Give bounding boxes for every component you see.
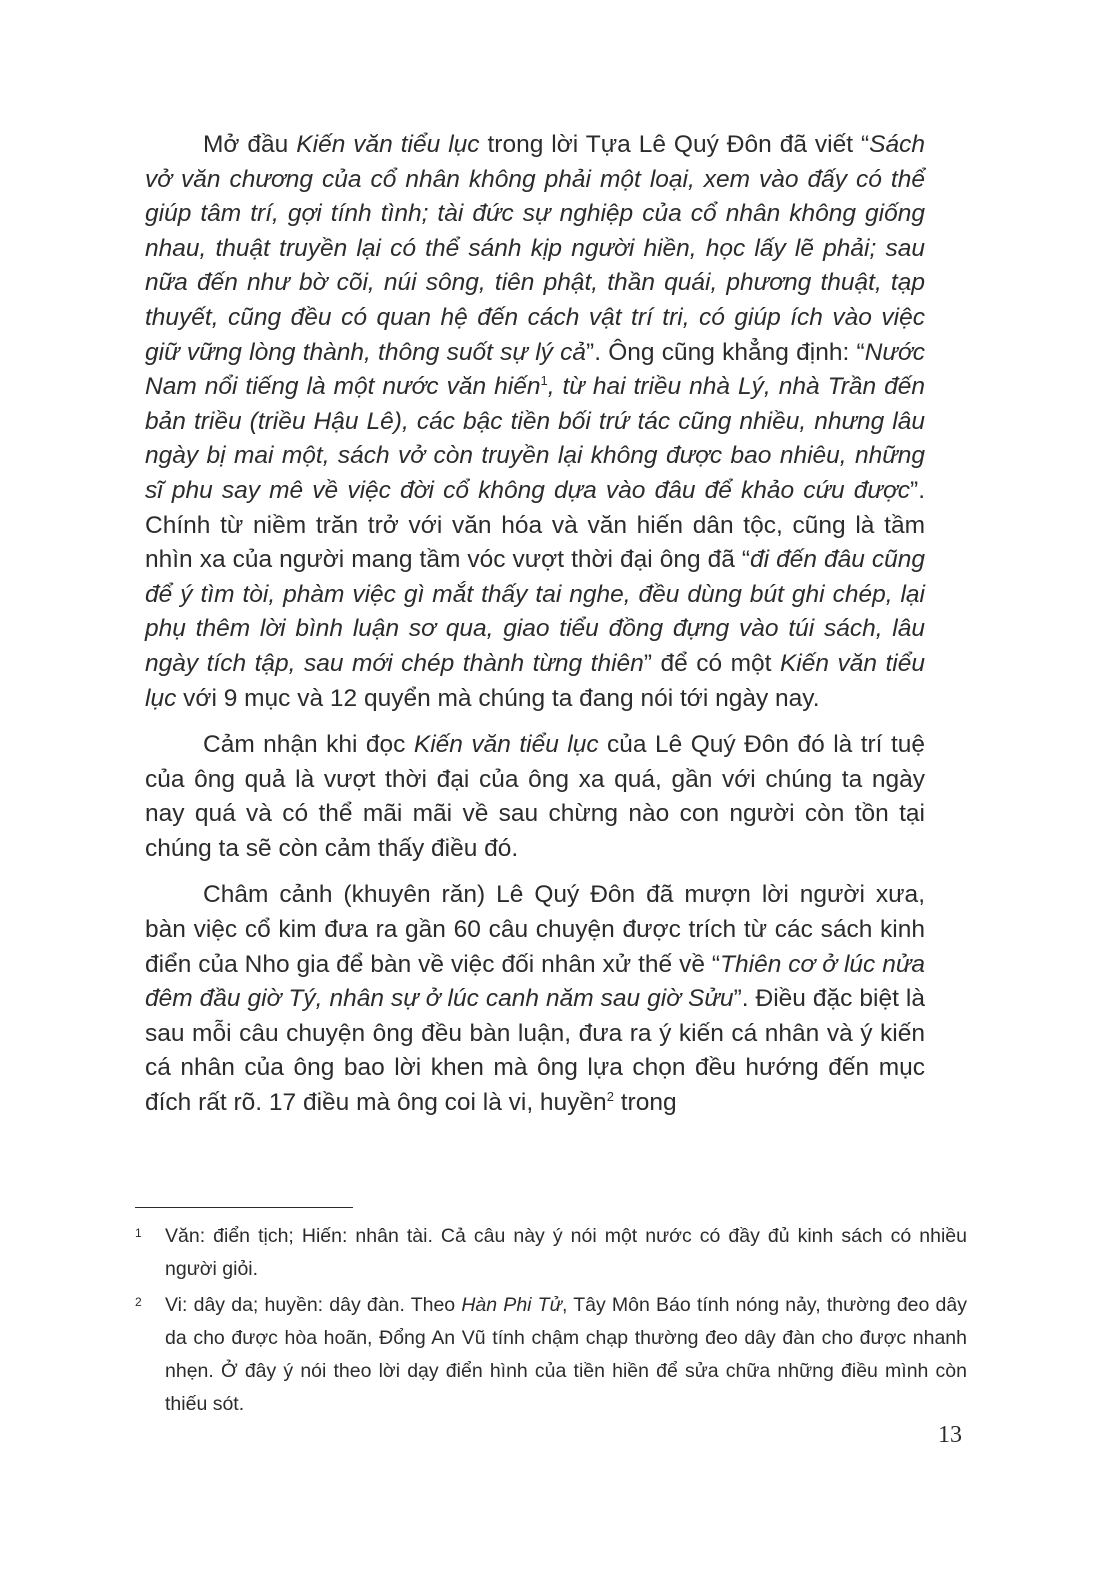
- page-number: 13: [938, 1422, 962, 1448]
- footnote-text: [165, 1289, 967, 1421]
- text-run: trong: [613, 1089, 677, 1117]
- italic-text: Kiến văn tiểu lục: [145, 649, 925, 712]
- text-run: của Lê Quý Đôn đó là trí tuệ của ông quả là vượt thời đại của ông xa quá, gần với chúng ta ngày nay quá và có thể mãi mãi về sau chừng nào con người còn tồn tại chúng ta sẽ còn cảm thấy điều đó.: [145, 731, 925, 862]
- text-run: , Tây Môn Báo tính nóng nảy, thường đeo dây da cho được hòa hoãn, Đổng An Vũ tính chậm chạp thường đeo dây đàn cho được nhanh nhẹn. Ở đây ý nói theo lời dạy điển hình của tiền hiền để sửa chữa những điều mình còn thiếu sót.: [165, 1294, 967, 1415]
- italic-text: Kiến văn tiểu lục: [296, 131, 480, 158]
- body-text: [145, 128, 925, 1133]
- text-run: ”. Ông cũng khẳng định: “: [586, 338, 865, 366]
- text-run: trong lời Tựa Lê Quý Đôn đã viết “: [479, 131, 870, 158]
- text-run: Cảm nhận khi đọc: [203, 731, 414, 759]
- footnote-divider: [135, 1207, 353, 1208]
- italic-text: Sách vở văn chương của cổ nhân không phải một loại, xem vào đấy có thể giúp tâm trí, gợi tính tình; tài đức sự nghiệp của cổ nhân không giống nhau, thuật truyền lại có thể sánh kịp người hiền, học lấy lẽ phải; sau nữa đến như bờ cõi, núi sông, tiên phật, thần quái, phương thuật, tạp thuyết, cũng đều có quan hệ đến cách vật trí tri, có giúp ích vào việc giữ vững lòng thành, thông suốt sự lý cả: [145, 131, 925, 366]
- italic-text: , từ hai triều nhà Lý, nhà Trần đến bản triều (triều Hậu Lê), các bậc tiền bối trứ tác cũng nhiều, nhưng lâu ngày bị mai một, sách vở còn truyền lại không được bao nhiêu, những sĩ phu say mê về việc đời cổ không dựa vào đâu để khảo cứu được: [145, 373, 925, 504]
- footnote-ref: 2: [606, 1088, 614, 1104]
- paragraph: [145, 128, 925, 716]
- text-run: ”. Chính từ niềm trăn trở với văn hóa và văn hiến dân tộc, cũng là tầm nhìn xa của người mang tầm vóc vượt thời đại ông đã “: [145, 476, 925, 574]
- italic-text: Nước Nam nổi tiếng là một nước văn hiến: [145, 338, 925, 401]
- footnote-ref: 1: [540, 373, 548, 388]
- footnote: [135, 1289, 967, 1421]
- italic-text: Hàn Phi Tử: [461, 1294, 562, 1316]
- paragraph: [145, 728, 925, 866]
- text-run: ”. Điều đặc biệt là sau mỗi câu chuyện ông đều bàn luận, đưa ra ý kiến cá nhân và ý kiến cá nhân của ông bao lời khen mà ông lựa chọn đều hướng đến mục đích rất rõ. 17 điều mà ông coi là vi, huyền: [145, 985, 926, 1117]
- text-run: Châm cảnh (khuyên răn) Lê Quý Đôn đã mượn lời người xưa, bàn việc cổ kim đưa ra gần 60 câu chuyện được trích từ các sách kinh điển của Nho gia để bàn về việc đối nhân xử thế về “: [145, 881, 925, 978]
- text-run: Vi: dây da; huyền: dây đàn. Theo: [165, 1294, 462, 1316]
- italic-text: đi đến đâu cũng để ý tìm tòi, phàm việc gì mắt thấy tai nghe, đều dùng bút ghi chép, lại phụ thêm lời bình luận sơ qua, giao tiểu đồng đựng vào túi sách, lâu ngày tích tập, sau mới chép thành từng thiên: [145, 546, 926, 677]
- italic-text: Kiến văn tiểu lục: [413, 731, 599, 759]
- paragraph: [145, 878, 925, 1120]
- footnote: [135, 1220, 967, 1286]
- text-run: Mở đầu: [203, 131, 297, 158]
- footnote-text: [165, 1220, 967, 1286]
- footnotes: [135, 1220, 967, 1424]
- footnote-number: 2: [135, 1295, 142, 1309]
- italic-text: Thiên cơ ở lúc nửa đêm đầu giờ Tý, nhân sự ở lúc canh năm sau giờ Sửu: [145, 950, 925, 1013]
- text-run: ” để có một: [643, 649, 780, 677]
- footnote-number: 1: [135, 1226, 142, 1240]
- text-run: Văn: điển tịch; Hiến: nhân tài. Cả câu này ý nói một nước có đầy đủ kinh sách có nhiều người giỏi.: [165, 1225, 967, 1280]
- text-run: với 9 mục và 12 quyển mà chúng ta đang nói tới ngày nay.: [176, 684, 820, 712]
